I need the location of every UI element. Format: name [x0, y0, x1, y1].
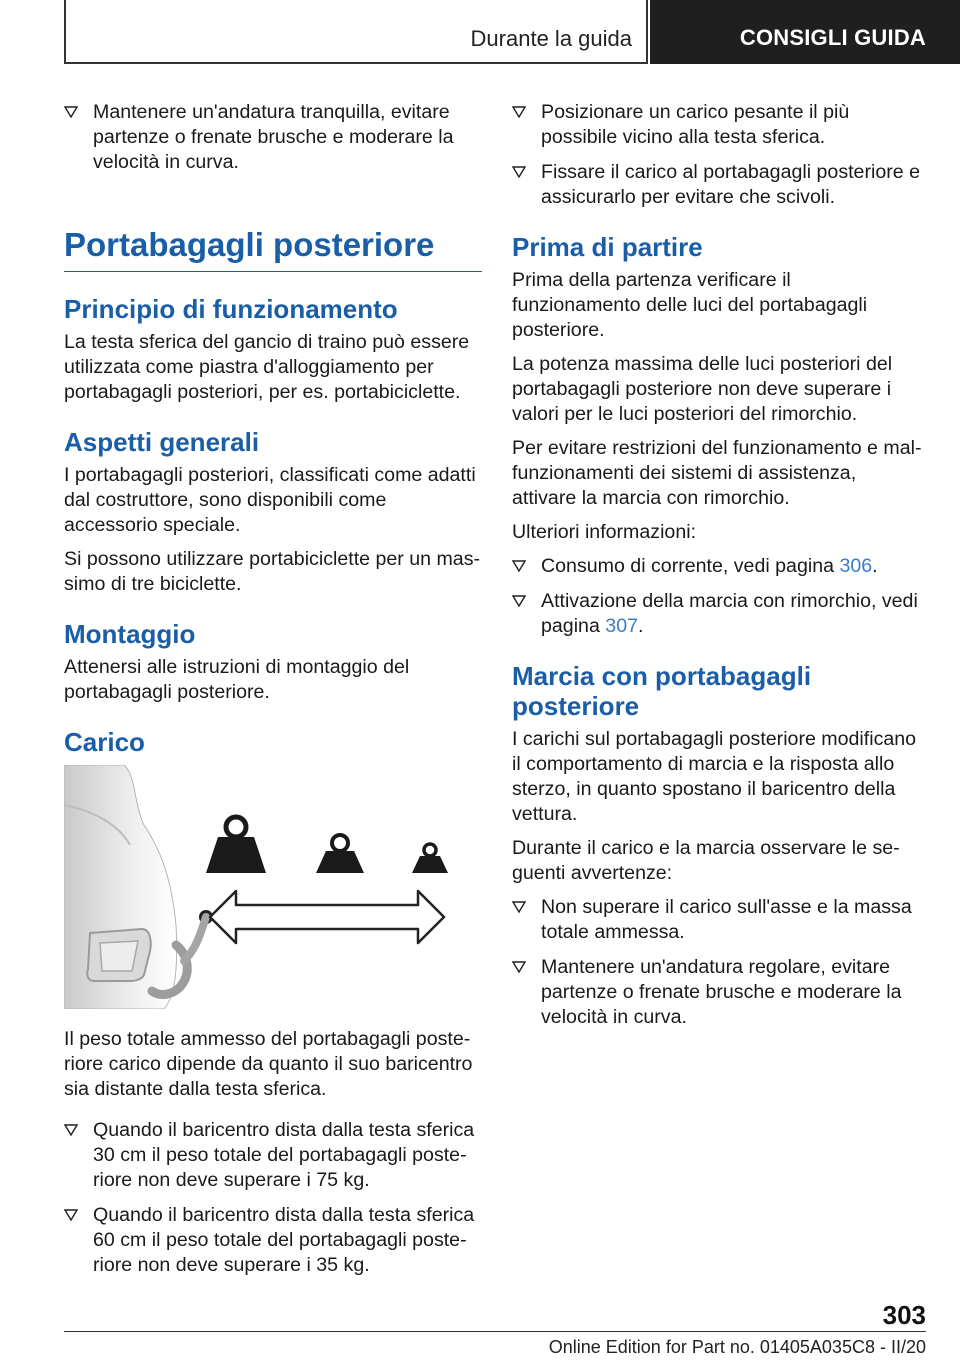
page-header — [0, 0, 960, 66]
list-item — [512, 589, 924, 639]
paragraph: Attenersi alle istruzioni di montaggio del portabagagli posteriore. — [64, 656, 410, 703]
weight-large-icon — [206, 817, 266, 873]
paragraph: I carichi sul portabagagli posteriore modificano il comportamento di marcia e la risposta allo sterzo, in quanto spostano il baricentro della vettura. — [512, 728, 917, 825]
paragraph: Per evitare restrizioni del funzionamento e malfunzionamenti dei sistemi di assistenza, attivare la marcia con rimorchio. — [512, 437, 922, 509]
triangle-bullet-icon — [512, 106, 526, 118]
paragraph: Il peso totale ammesso del portabagagli posteriore carico dipende da quanto il suo baricentro sia distante dalla testa sferica. — [64, 1028, 473, 1100]
list-item — [512, 955, 924, 1030]
paragraph: La testa sferica del gancio di traino può essere utilizzata come piastra d'alloggiamento per portabagagli posteriori, per es. portabiciclette. — [64, 331, 470, 403]
triangle-bullet-icon — [512, 595, 526, 607]
section-title: Durante la guida — [470, 26, 632, 51]
left-column — [64, 100, 482, 1288]
paragraph: Ulteriori informazioni: — [512, 521, 697, 543]
list-item-text: Fissare il carico al portabagagli posteriore e assicurarlo per evitare che scivoli. — [541, 161, 920, 208]
triangle-bullet-icon — [64, 106, 78, 118]
triangle-bullet-icon — [512, 961, 526, 973]
paragraph: La potenza massima delle luci posteriori del portabagagli posteriore non deve superare i valori per le luci posteriori del rimorchio. — [512, 353, 893, 425]
paragraph: Prima della partenza verificare il funzionamento delle luci del portabagagli posteriore. — [512, 269, 868, 341]
page-link-306[interactable]: 306 — [839, 555, 873, 577]
bullet-list — [64, 1118, 482, 1278]
bullet-list — [512, 554, 924, 639]
list-item — [64, 100, 482, 175]
list-item-text: Mantenere un'andatura tranquilla, evitare partenze o frenate brusche e moderare la velocità in curva. — [93, 101, 454, 173]
tow-hitch-load-diagram — [64, 765, 482, 1009]
triangle-bullet-icon — [512, 901, 526, 913]
right-column — [512, 100, 924, 1040]
bullet-list — [512, 100, 924, 210]
list-item-text: Consumo di corrente, vedi pagina — [541, 555, 840, 577]
footer-divider — [64, 1331, 926, 1332]
section-tab — [64, 0, 648, 64]
list-item-text: Quando il baricentro dista dalla testa sferica 30 cm il peso totale del portabagagli posteriore non deve superare i 75 kg. — [93, 1119, 475, 1191]
list-item — [64, 1118, 482, 1193]
chapter-tab — [650, 0, 960, 64]
page-title: Portabagagli posteriore — [64, 225, 482, 272]
heading-montaggio: Montaggio — [64, 619, 196, 649]
list-item — [512, 895, 924, 945]
list-item — [512, 100, 924, 150]
heading-principio: Principio di funzionamento — [64, 294, 398, 324]
triangle-bullet-icon — [64, 1124, 78, 1136]
list-item-text: Attivazione della marcia con rimorchio, vedi pagina — [541, 590, 918, 637]
heading-carico: Carico — [64, 727, 145, 757]
weight-medium-icon — [316, 835, 364, 873]
weight-small-icon — [412, 844, 448, 873]
load-illustration — [64, 765, 482, 1009]
bullet-list — [64, 100, 482, 175]
triangle-bullet-icon — [512, 166, 526, 178]
edition-note: Online Edition for Part no. 01405A035C8 - II/20 — [548, 1337, 926, 1357]
triangle-bullet-icon — [512, 560, 526, 572]
list-item-text: Mantenere un'andatura regolare, evitare partenze o frenate brusche e moderare la velocità in curva. — [541, 956, 902, 1028]
paragraph: Si possono utilizzare portabiciclette per un massimo di tre biciclette. — [64, 548, 481, 595]
paragraph: I portabagagli posteriori, classificati come adatti dal costruttore, sono disponibili come accessorio speciale. — [64, 464, 476, 536]
paragraph: Durante il carico e la marcia osservare le seguenti avvertenze: — [512, 837, 900, 884]
heading-prima: Prima di partire — [512, 232, 703, 262]
list-item — [512, 160, 924, 210]
list-item — [64, 1203, 482, 1278]
list-item-text: Quando il baricentro dista dalla testa sferica 60 cm il peso totale del portabagagli posteriore non deve superare i 35 kg. — [93, 1204, 475, 1276]
triangle-bullet-icon — [64, 1209, 78, 1221]
page-number: 303 — [882, 1300, 926, 1330]
distance-arrow — [210, 891, 444, 943]
punctuation: . — [638, 615, 644, 637]
heading-aspetti: Aspetti generali — [64, 427, 260, 457]
heading-marcia: Marcia con portabagagli posteriore — [512, 661, 812, 721]
bullet-list — [512, 895, 924, 1030]
punctuation: . — [872, 555, 878, 577]
page-link-307[interactable]: 307 — [605, 615, 638, 637]
list-item-text: Non superare il carico sull'asse e la massa totale ammessa. — [541, 896, 912, 943]
list-item — [512, 554, 924, 579]
chapter-title: CONSIGLI GUIDA — [739, 25, 926, 50]
list-item-text: Posizionare un carico pesante il più possibile vicino alla testa sferica. — [541, 101, 850, 148]
